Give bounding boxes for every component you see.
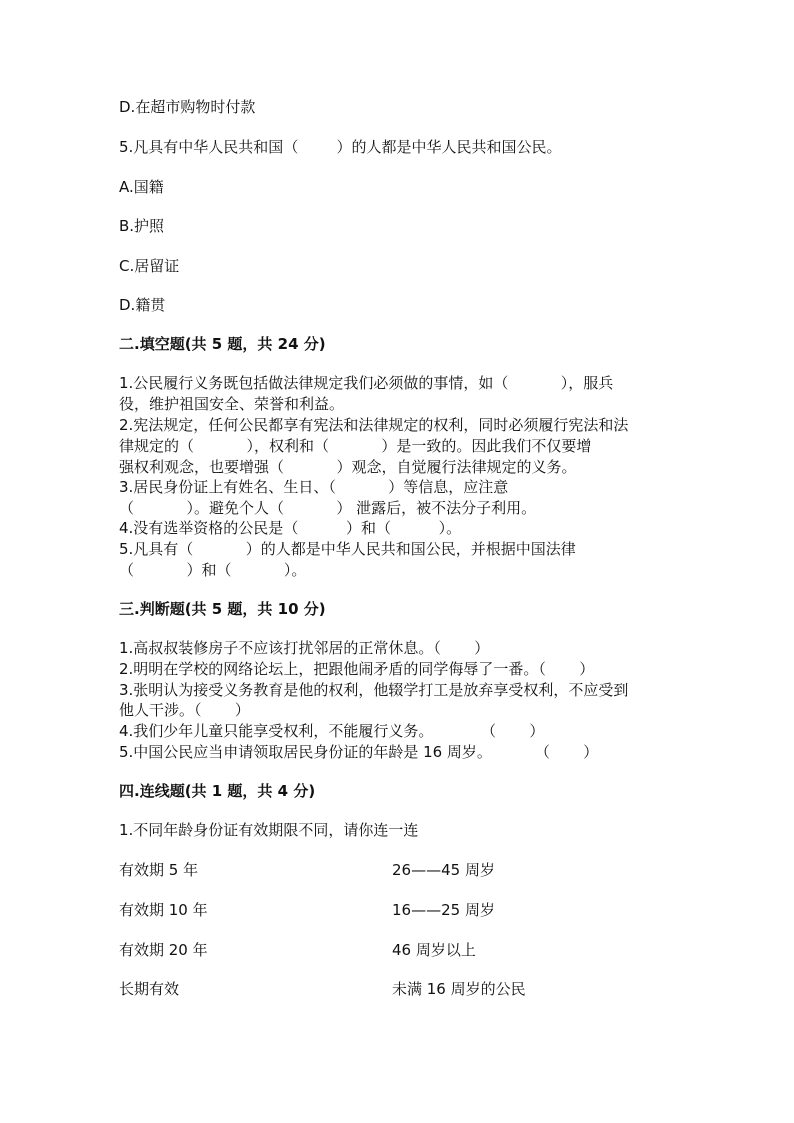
- match-left-item: 有效期 10 年: [119, 901, 208, 919]
- match-right-item: 26——45 周岁: [392, 861, 495, 879]
- fill-line: 2.宪法规定，任何公民都享有宪法和法律规定的权利，同时必须履行宪法和法: [119, 416, 629, 434]
- judge-line: 3.张明认为接受义务教育是他的权利，他辍学打工是放弃享受权利，不应受到: [119, 681, 629, 699]
- fill-line: 3.居民身份证上有姓名、生日、（ ）等信息，应注意: [119, 478, 509, 496]
- fill-line: 5.凡具有（ ）的人都是中华人民共和国公民，并根据中国法律: [119, 540, 576, 558]
- q5-option-b: B.护照: [119, 217, 165, 235]
- match-right-item: 46 周岁以上: [392, 941, 476, 959]
- fill-line: 强权利观念，也要增强（ ）观念，自觉履行法律规定的义务。: [119, 458, 577, 476]
- q5-option-c: C.居留证: [119, 257, 180, 275]
- fill-line: （ ）。避免个人（ ） 泄露后，被不法分子利用。: [119, 499, 537, 517]
- match-right-item: 16——25 周岁: [392, 901, 495, 919]
- match-question: 1.不同年龄身份证有效期限不同，请你连一连: [119, 821, 419, 839]
- q5-option-d: D.籍贯: [119, 296, 166, 314]
- fill-line: 1.公民履行义务既包括做法律规定我们必须做的事情，如（ ），服兵: [119, 374, 614, 392]
- judge-line: 5.中国公民应当申请领取居民身份证的年龄是 16 周岁。 （ ）: [119, 743, 599, 761]
- fill-line: （ ）和（ ）。: [119, 561, 307, 579]
- judge-line: 2.明明在学校的网络论坛上，把跟他闹矛盾的同学侮辱了一番。（ ）: [119, 660, 595, 678]
- fill-line: 役，维护祖国安全、荣誉和利益。: [119, 395, 345, 413]
- section4-heading: 四.连线题(共 1 题，共 4 分): [119, 782, 316, 800]
- q5-option-a: A.国籍: [119, 178, 164, 196]
- q5-stem: 5.凡具有中华人民共和国（ ）的人都是中华人民共和国公民。: [119, 138, 562, 156]
- judge-line: 1.高叔叔装修房子不应该打扰邻居的正常休息。（ ）: [119, 639, 490, 657]
- section3-heading: 三.判断题(共 5 题，共 10 分): [119, 600, 326, 618]
- judge-line: 他人干涉。（ ）: [119, 701, 250, 719]
- judge-line: 4.我们少年儿童只能享受权利，不能履行义务。 （ ）: [119, 722, 545, 740]
- fill-line: 4.没有选举资格的公民是（ ）和（ ）。: [119, 519, 462, 537]
- section2-heading: 二.填空题(共 5 题，共 24 分): [119, 335, 326, 353]
- match-left-item: 有效期 20 年: [119, 941, 208, 959]
- match-left-item: 有效期 5 年: [119, 861, 199, 879]
- fill-line: 律规定的（ ），权利和（ ）是一致的。因此我们不仅要增: [119, 437, 592, 455]
- q4-option-d: D.在超市购物时付款: [119, 98, 256, 116]
- match-right-item: 未满 16 周岁的公民: [392, 980, 526, 998]
- match-left-item: 长期有效: [119, 980, 180, 998]
